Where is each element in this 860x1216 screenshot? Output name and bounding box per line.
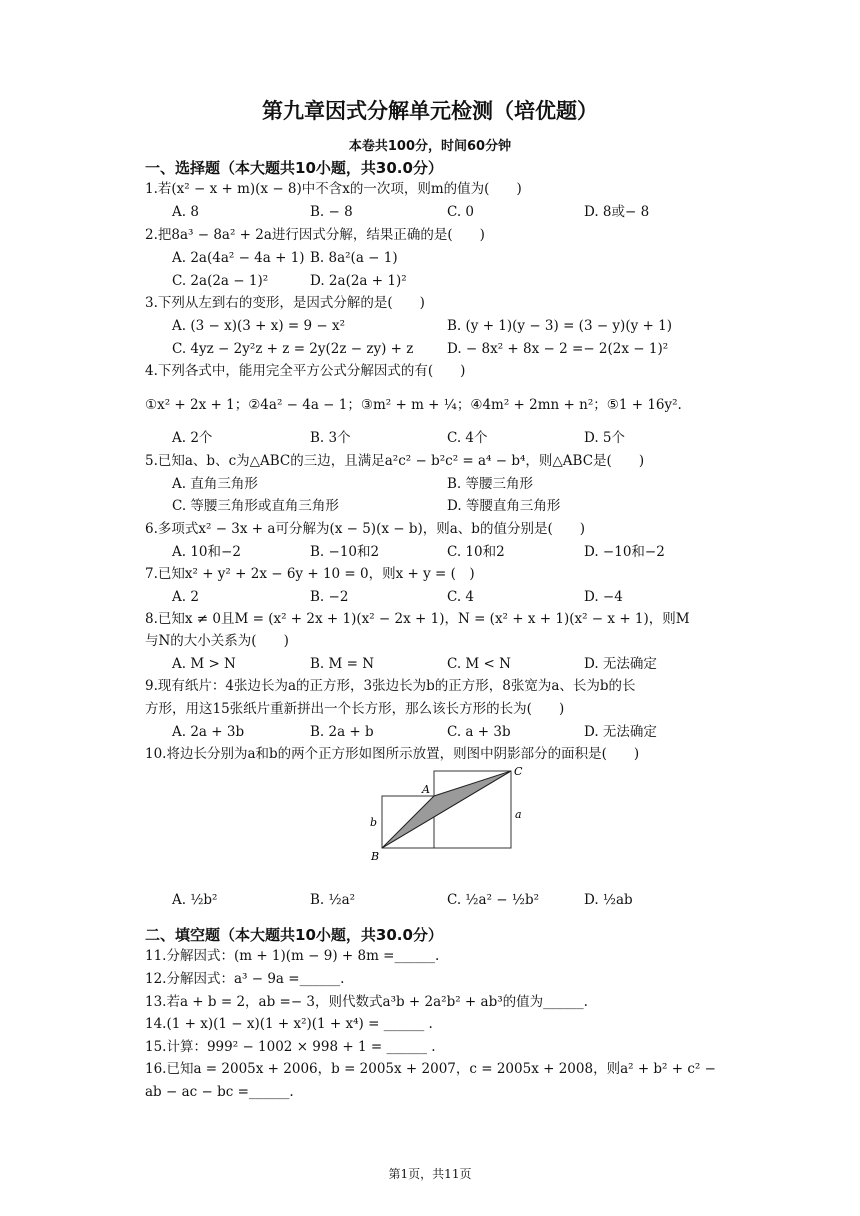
option-d: D. − 8x² + 8x − 2 =− 2(2x − 1)² (447, 341, 669, 357)
option-a: A. (3 − x)(3 + x) = 9 − x² (172, 318, 345, 334)
option-b: B. ½a² (310, 892, 356, 908)
option-d: D. 2a(2a + 1)² (310, 273, 407, 289)
option-b: B. −2 (310, 589, 349, 605)
question-stem: 3.下列从左到右的变形，是因式分解的是( ) (145, 295, 425, 311)
fill-question: 16.已知a = 2005x + 2006，b = 2005x + 2007，c = 2005x + 2008，则a² + b² + c² − (145, 1061, 716, 1077)
option-d: D. −4 (584, 589, 623, 605)
question-stem: 7.已知x² + y² + 2x − 6y + 10 = 0，则x + y = ( ) (145, 566, 475, 582)
fill-question-cont: ab − ac − bc =______. (145, 1084, 294, 1100)
question-stem: 1.若(x² − x + m)(x − 8)中不含x的一次项，则m的值为( ) (145, 181, 522, 197)
option-a: A. 10和−2 (172, 544, 241, 560)
label-side-a: a (515, 808, 522, 821)
option-d: D. 等腰直角三角形 (447, 498, 561, 514)
two-squares-figure (362, 763, 532, 865)
option-b: B. −10和2 (310, 544, 380, 560)
label-b-point: B (371, 850, 380, 863)
option-a: A. ½b² (172, 892, 218, 908)
option-c: C. 4 (447, 589, 475, 605)
option-c: C. 2a(2a − 1)² (172, 273, 269, 289)
option-d: D. 无法确定 (584, 656, 657, 672)
question-stem: 8.已知x ≠ 0且M = (x² + 2x + 1)(x² − 2x + 1)，N = (x² + x + 1)(x² − x + 1)，则M (145, 611, 690, 627)
question-stem: 6.多项式x² − 3x + a可分解为(x − 5)(x − b)，则a、b的值分别是( ) (145, 521, 585, 537)
question-stem: 10.将边长分别为a和b的两个正方形如图所示放置，则图中阴影部分的面积是( ) (145, 746, 640, 762)
option-d: D. ½ab (584, 892, 633, 908)
page-title: 第九章因式分解单元检测（培优题） (262, 99, 598, 123)
option-c: C. a + 3b (447, 724, 511, 740)
page-footer: 第1页，共11页 (388, 1167, 472, 1181)
option-b: B. − 8 (310, 204, 353, 220)
option-a: A. 8 (172, 204, 199, 220)
option-c: C. 4个 (447, 430, 488, 446)
option-b: B. 等腰三角形 (447, 476, 534, 492)
fill-question: 13.若a + b = 2，ab =− 3，则代数式a³b + 2a²b² + ab³的值为______. (145, 994, 588, 1010)
option-d: D. 5个 (584, 430, 626, 446)
option-c: C. ½a² − ½b² (447, 892, 540, 908)
option-a: A. 2个 (172, 430, 213, 446)
option-b: B. (y + 1)(y − 3) = (3 − y)(y + 1) (447, 318, 672, 334)
option-d: D. 8或− 8 (584, 204, 650, 220)
question-stem-cont: 方形，用这15张纸片重新拼出一个长方形，那么该长方形的长为( ) (145, 701, 565, 717)
option-b: B. 8a²(a − 1) (310, 250, 398, 266)
label-c-point: C (514, 765, 523, 778)
page-subtitle: 本卷共100分，时间60分钟 (348, 139, 512, 154)
option-a: A. 2a(4a² − 4a + 1) (172, 250, 305, 266)
option-c: C. 10和2 (447, 544, 505, 560)
option-a: A. 2 (172, 589, 199, 605)
option-c: C. 4yz − 2y²z + z = 2y(2z − zy) + z (172, 341, 414, 357)
option-c: C. M < N (447, 656, 511, 672)
fill-question: 11.分解因式：(m + 1)(m − 9) + 8m =______. (145, 948, 440, 964)
option-b: B. 3个 (310, 430, 351, 446)
question-stem: 2.把8a³ − 8a² + 2a进行因式分解，结果正确的是( ) (145, 227, 485, 243)
option-a: A. M > N (172, 656, 236, 672)
label-a-point: A (422, 783, 430, 796)
option-b: B. 2a + b (310, 724, 374, 740)
question-stem: 4.下列各式中，能用完全平方公式分解因式的有( ) (145, 363, 466, 379)
option-a: A. 2a + 3b (172, 724, 245, 740)
question-stem-cont: 与N的大小关系为( ) (145, 633, 289, 649)
question-stem: 9.现有纸片：4张边长为a的正方形，3张边长为b的正方形，8张宽为a、长为b的长 (145, 678, 636, 694)
fill-question: 14.(1 + x)(1 − x)(1 + x²)(1 + x⁴) = ______ . (145, 1016, 433, 1032)
question-expressions: ①x² + 2x + 1；②4a² − 4a − 1；③m² + m + ¼；④4m² + 2mn + n²；⑤1 + 16y². (145, 397, 682, 413)
option-b: B. M = N (310, 656, 375, 672)
option-c: C. 0 (447, 204, 475, 220)
section-heading-fill: 二、填空题（本大题共10小题，共30.0分） (145, 926, 443, 944)
option-d: D. 无法确定 (584, 724, 657, 740)
option-c: C. 等腰三角形或直角三角形 (172, 498, 339, 514)
fill-question: 15.计算：999² − 1002 × 998 + 1 = ______ . (145, 1039, 436, 1055)
label-side-b: b (370, 816, 378, 829)
fill-question: 12.分解因式：a³ − 9a =______. (145, 971, 345, 987)
diagonal-bc (382, 771, 511, 848)
section-heading-choice: 一、选择题（本大题共10小题，共30.0分） (145, 159, 443, 177)
option-d: D. −10和−2 (584, 544, 665, 560)
question-stem: 5.已知a、b、c为△ABC的三边，且满足a²c² − b²c² = a⁴ − b⁴，则△ABC是( ) (145, 453, 645, 469)
option-a: A. 直角三角形 (172, 476, 258, 492)
